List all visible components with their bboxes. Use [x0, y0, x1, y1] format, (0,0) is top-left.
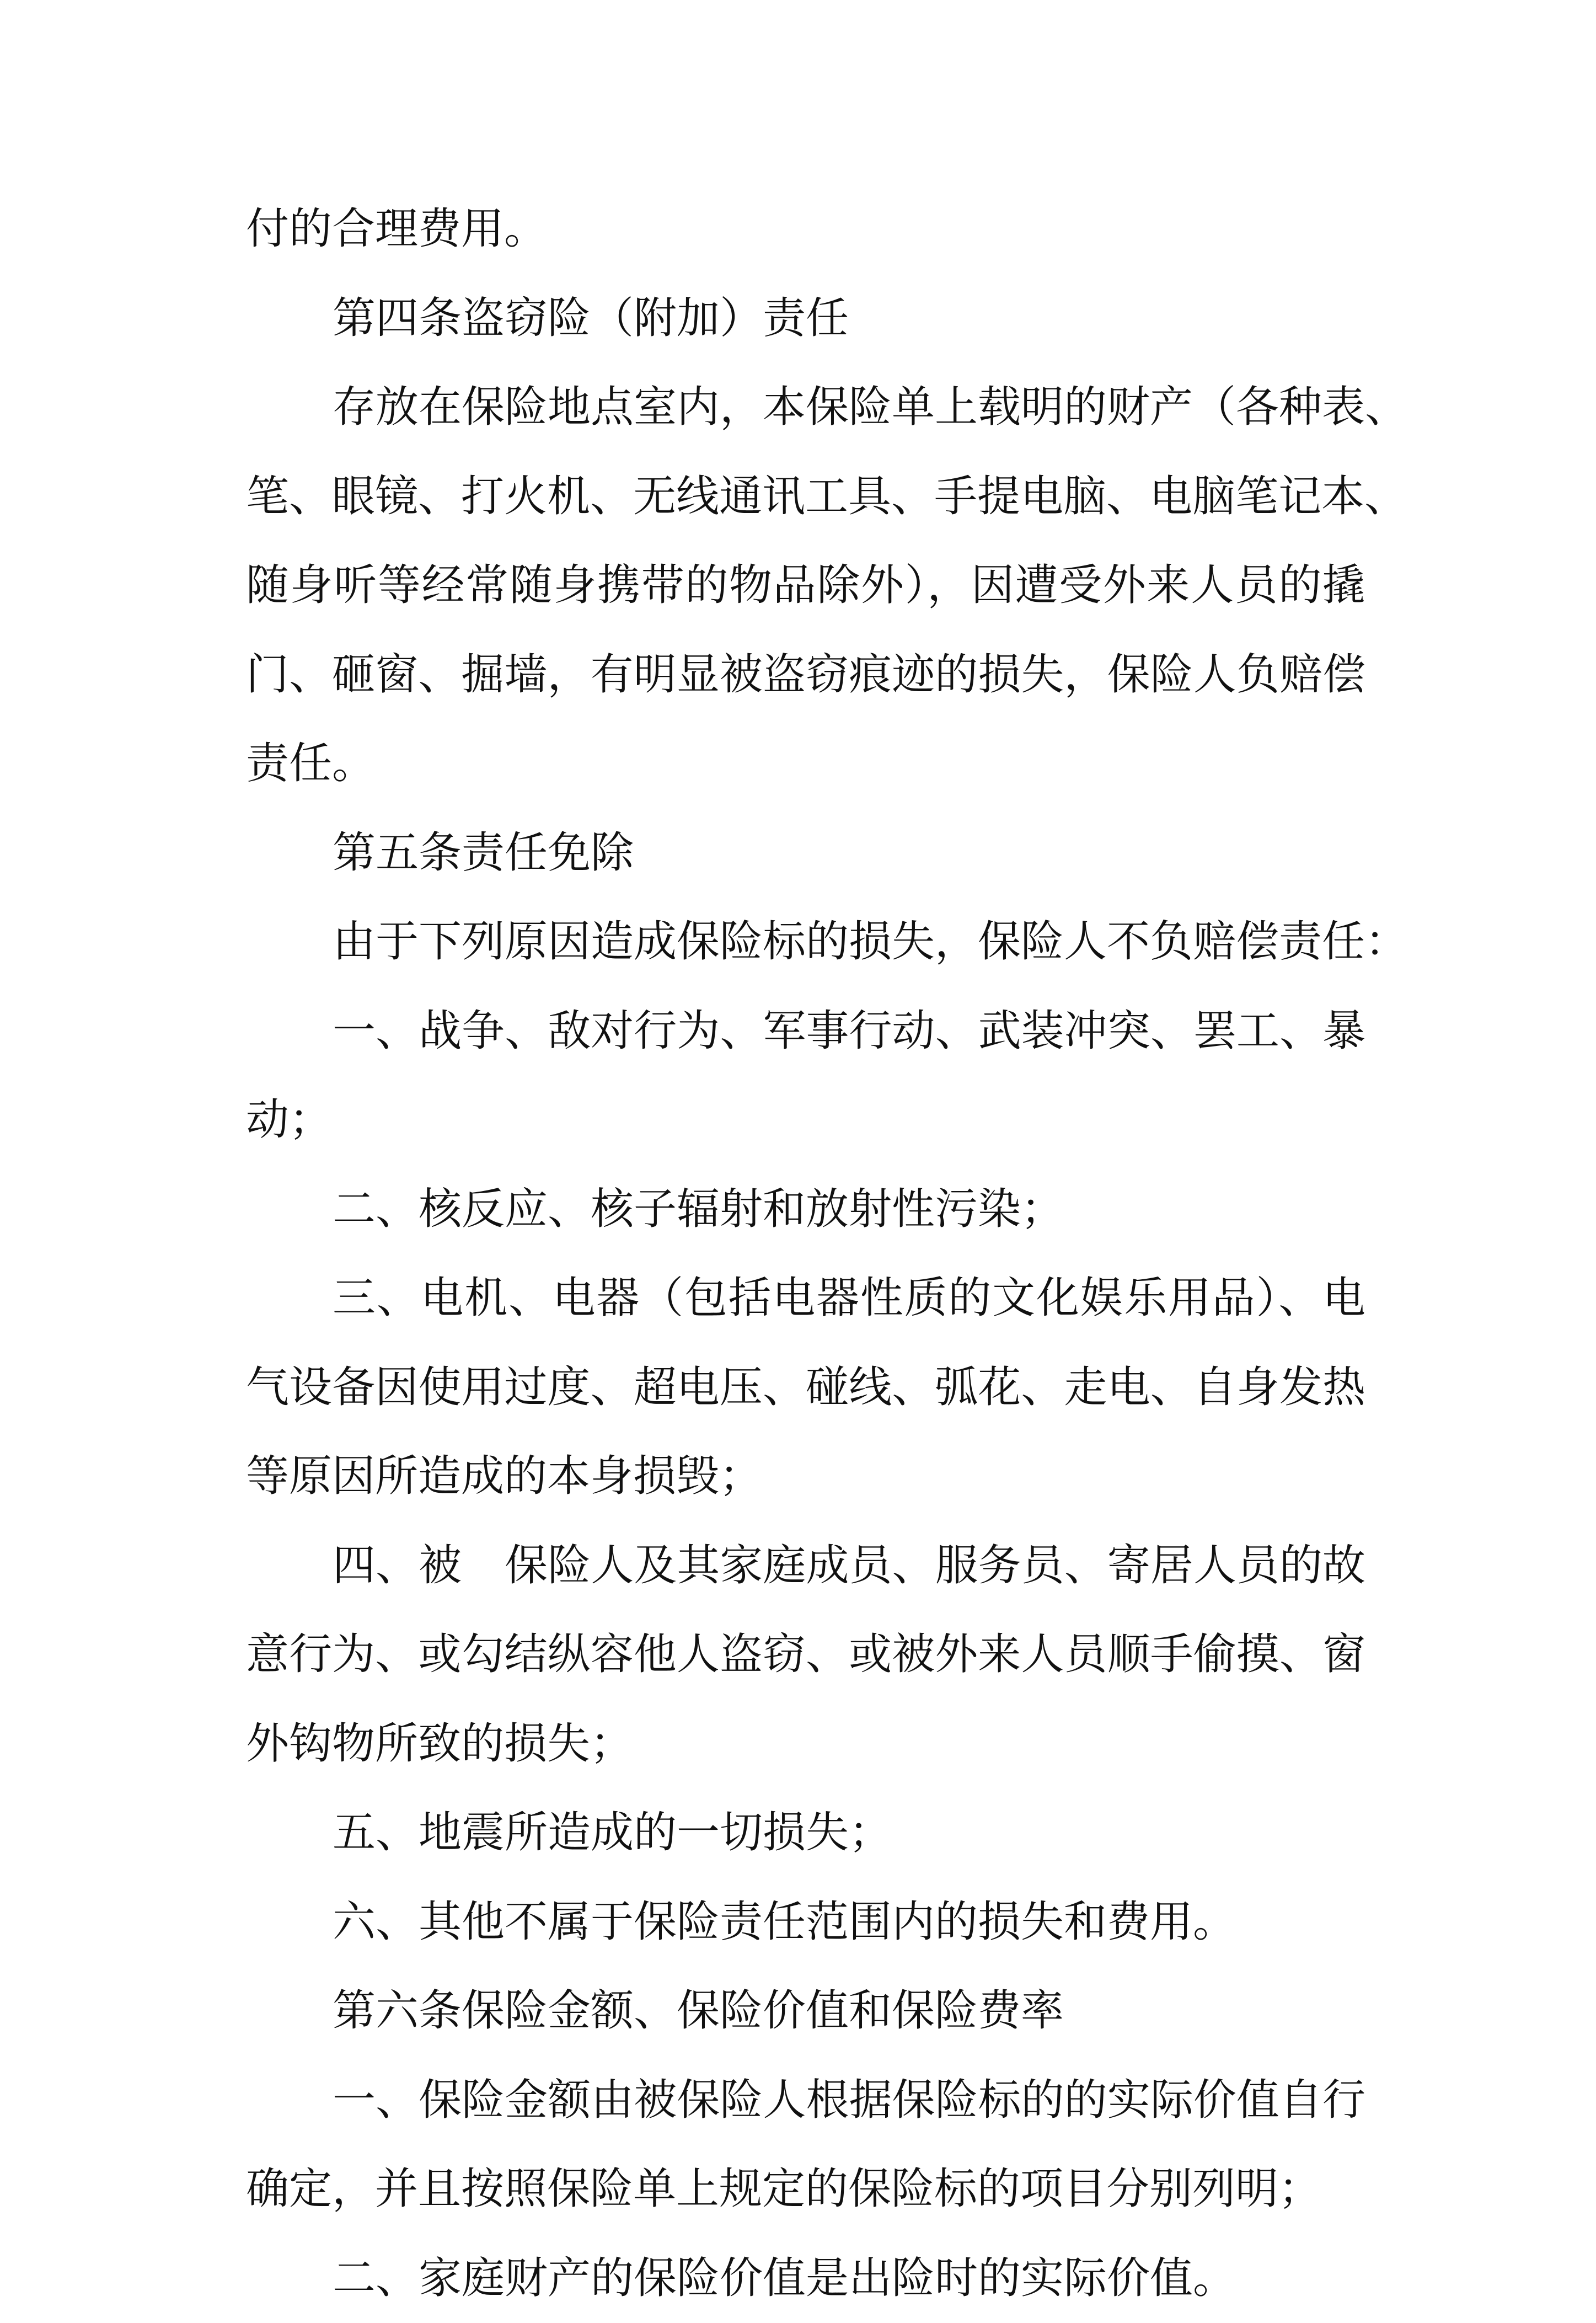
- text-line-9: 由于下列原因造成保险标的损失，保险人不负赔偿责任：: [246, 898, 1365, 987]
- list-item-5: 五、地震所造成的一切损失；: [246, 1788, 1365, 1878]
- text-line-1: 付的合理费用。: [246, 185, 1365, 274]
- list-item-4: 四、被 保险人及其家庭成员、服务员、寄居人员的故: [246, 1521, 1365, 1611]
- list-item-6: 六、其他不属于保险责任范围内的损失和费用。: [246, 1878, 1365, 1967]
- text-line-7: 责任。: [246, 719, 1365, 809]
- section-heading-article-4: 第四条盗窃险（附加）责任: [246, 274, 1365, 364]
- section-heading-article-5: 第五条责任免除: [246, 809, 1365, 898]
- list-item-1-cont: 动；: [246, 1076, 1365, 1165]
- text-line-3: 存放在保险地点室内，本保险单上载明的财产（各种表、: [246, 363, 1365, 452]
- list-item-3: 三、电机、电器（包括电器性质的文化娱乐用品）、电: [246, 1254, 1365, 1343]
- list-item-1: 一、战争、敌对行为、军事行动、武装冲突、罢工、暴: [246, 987, 1365, 1076]
- text-line-22: 一、保险金额由被保险人根据保险标的的实际价值自行: [246, 2056, 1365, 2145]
- text-line-6: 门、砸窗、掘墙，有明显被盗窃痕迹的损失，保险人负赔偿: [246, 631, 1365, 720]
- document-body: [246, 185, 1365, 2323]
- text-line-23: 确定，并且按照保险单上规定的保险标的项目分别列明；: [246, 2145, 1365, 2234]
- list-item-3-cont-1: 气设备因使用过度、超电压、碰线、弧花、走电、自身发热: [246, 1343, 1365, 1433]
- text-line-4: 笔、眼镜、打火机、无线通讯工具、手提电脑、电脑笔记本、: [246, 452, 1365, 542]
- section-heading-article-6: 第六条保险金额、保险价值和保险费率: [246, 1967, 1365, 2056]
- list-item-3-cont-2: 等原因所造成的本身损毁；: [246, 1432, 1365, 1521]
- text-line-24: 二、家庭财产的保险价值是出险时的实际价值。: [246, 2234, 1365, 2323]
- list-item-4-cont-2: 外钩物所致的损失；: [246, 1700, 1365, 1789]
- list-item-4-cont-1: 意行为、或勾结纵容他人盗窃、或被外来人员顺手偷摸、窗: [246, 1610, 1365, 1700]
- list-item-2: 二、核反应、核子辐射和放射性污染；: [246, 1165, 1365, 1254]
- text-line-5: 随身听等经常随身携带的物品除外），因遭受外来人员的撬: [246, 541, 1365, 631]
